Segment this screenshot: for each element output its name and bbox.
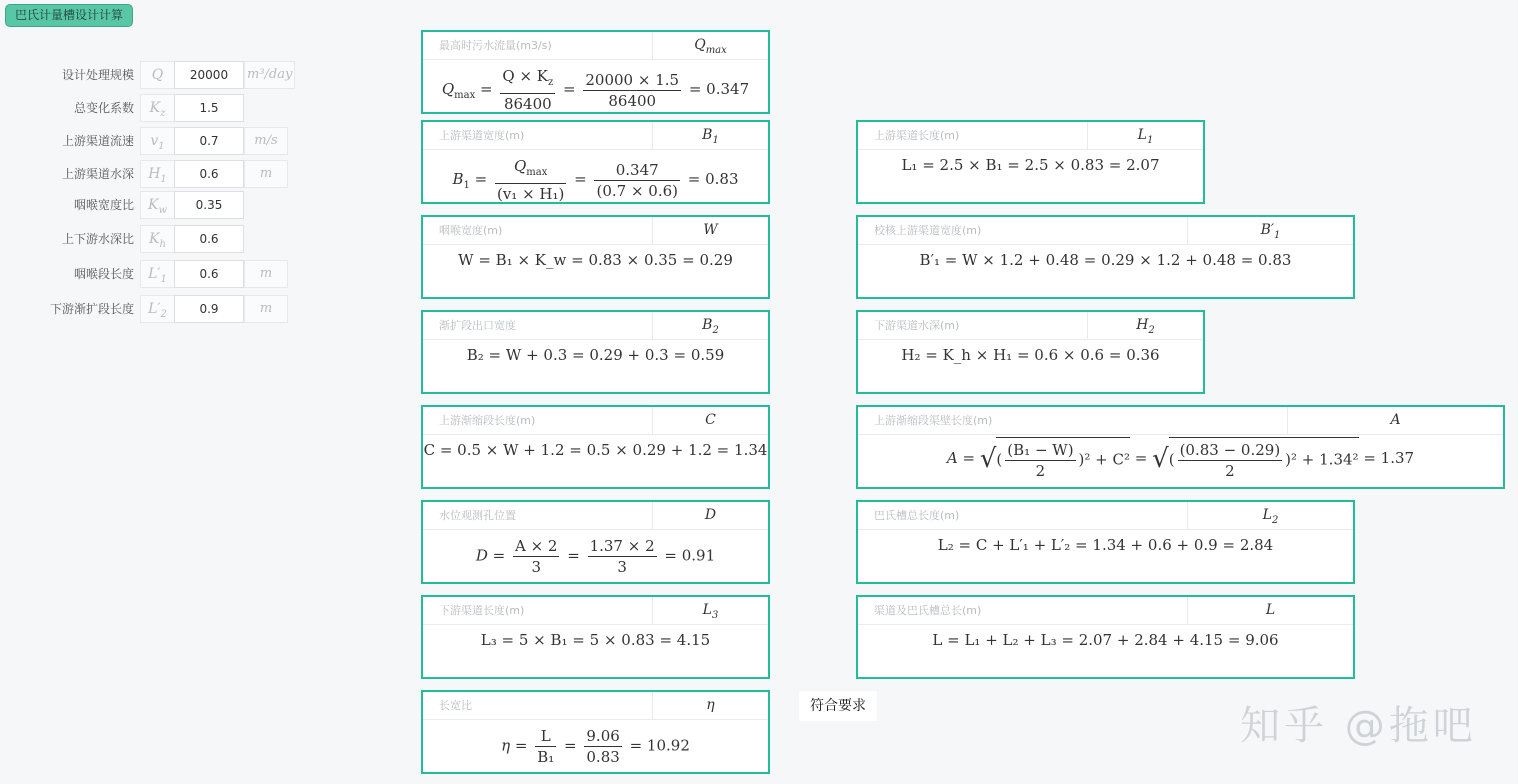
card-qmax: [421, 30, 770, 114]
card-name: 上游渠道长度(m): [874, 129, 960, 142]
calculator-title-tab[interactable]: 巴氏计量槽设计计算: [5, 4, 133, 27]
card-name: 上游渠道宽度(m): [439, 129, 525, 142]
card-eta: [421, 690, 770, 774]
input-unit: m³/day: [244, 61, 295, 89]
card-l1: [856, 120, 1205, 204]
formula: H₂ = K_h × H₁ = 0.6 × 0.6 = 0.36: [901, 346, 1160, 364]
formula: $B_1$ = $\frac{Q_{max}}{\text{(v₁ × H₁)}}$ = $\frac{0.347}{(0.7 \times 0.6)}$ = 0.83: [452, 157, 739, 203]
card-l2: [856, 500, 1355, 584]
card-name: 上游渐缩段长度(m): [439, 414, 536, 427]
status-result: 符合要求: [799, 691, 877, 721]
card-name: 上游渐缩段渠壁长度(m): [874, 414, 993, 427]
card-name: 渠道及巴氏槽总长(m): [874, 604, 982, 617]
input-symbol: $K_h$: [140, 225, 175, 253]
card-symbol: $B_2$: [652, 312, 768, 339]
formula: B′₁ = W × 1.2 + 0.48 = 0.29 × 1.2 + 0.48 = 0.83: [919, 251, 1292, 269]
card-w: [421, 215, 770, 299]
card-b1-check: [856, 215, 1355, 299]
input-label: 咽喉段长度: [73, 267, 134, 281]
card-l3: [421, 595, 770, 679]
input-unit: m: [244, 295, 288, 323]
input-symbol: $K_w$: [140, 191, 175, 219]
card-name: 校核上游渠道宽度(m): [874, 224, 982, 237]
input-symbol: $K_z$: [140, 94, 175, 122]
formula: L₃ = 5 × B₁ = 5 × 0.83 = 4.15: [480, 631, 711, 649]
formula: A = √( $\frac{\text{(B₁ − W)}}{2}$ )² + C² = √( $\frac{(0.83 - 0.29)}{2}$ )² + 1.34² = 1.37: [858, 435, 1503, 481]
card-symbol: $Q_{max}$: [652, 32, 768, 59]
card-symbol: $B'_1$: [1187, 217, 1353, 244]
input-unit: m/s: [244, 127, 288, 155]
card-symbol: A: [1287, 407, 1503, 434]
card-symbol: $H_2$: [1087, 312, 1203, 339]
input-row: [0, 295, 300, 323]
input-symbol: $L'_1$: [140, 260, 175, 288]
formula: D = $\frac{A \times 2}{3}$ = $\frac{1.37 \times 2}{3}$ = 0.91: [475, 537, 716, 576]
input-row: [0, 94, 300, 122]
card-name: 下游渠道水深(m): [874, 319, 960, 332]
input-label: 上下游水深比: [61, 232, 134, 246]
input-row: [0, 191, 300, 219]
watermark: 知乎 @拖吧: [1240, 703, 1477, 749]
card-symbol: W: [652, 217, 768, 244]
card-b1: [421, 120, 770, 204]
formula: W = B₁ × K_w = 0.83 × 0.35 = 0.29: [458, 251, 733, 269]
card-name: 巴氏槽总长度(m): [874, 509, 960, 522]
formula: L₁ = 2.5 × B₁ = 2.5 × 0.83 = 2.07: [901, 156, 1160, 174]
input-label: 设计处理规模: [61, 68, 134, 82]
card-symbol: C: [652, 407, 768, 434]
card-name: 长宽比: [439, 699, 472, 712]
card-h2: [856, 310, 1205, 394]
card-name: 最高时污水流量(m3/s): [439, 39, 552, 52]
input-value-field[interactable]: 20000: [174, 61, 244, 89]
formula: L = L₁ + L₂ + L₃ = 2.07 + 2.84 + 4.15 = 9.06: [932, 631, 1279, 649]
input-symbol: $L'_2$: [140, 295, 175, 323]
card-symbol: $L_1$: [1087, 122, 1203, 149]
formula: $Q_{max}$ = $\frac{Q \times K_z}{86400}$ = $\frac{20000 \times 1.5}{86400}$ = 0.347: [441, 67, 750, 113]
input-row: [0, 127, 300, 155]
card-symbol: $L_3$: [652, 597, 768, 624]
input-symbol: $H_1$: [140, 160, 175, 188]
input-unit: m: [244, 160, 288, 188]
input-row: [0, 260, 300, 288]
card-symbol: η: [652, 692, 768, 719]
card-b2: [421, 310, 770, 394]
input-value-field[interactable]: 0.6: [174, 225, 244, 253]
input-value-field[interactable]: 0.7: [174, 127, 244, 155]
input-label: 上游渠道流速: [61, 134, 134, 148]
formula: C = 0.5 × W + 1.2 = 0.5 × 0.29 + 1.2 = 1.34: [423, 441, 768, 459]
input-label: 总变化系数: [73, 101, 134, 115]
card-symbol: D: [652, 502, 768, 529]
input-label: 上游渠道水深: [61, 167, 134, 181]
input-symbol: Q: [140, 61, 175, 89]
input-symbol: $v_1$: [140, 127, 175, 155]
input-value-field[interactable]: 0.6: [174, 160, 244, 188]
formula: B₂ = W + 0.3 = 0.29 + 0.3 = 0.59: [466, 346, 725, 364]
input-label: 咽喉宽度比: [73, 198, 134, 212]
input-value-field[interactable]: 0.35: [174, 191, 244, 219]
card-a: [856, 405, 1505, 489]
input-value-field[interactable]: 0.9: [174, 295, 244, 323]
card-name: 咽喉宽度(m): [439, 224, 503, 237]
card-symbol: $B_1$: [652, 122, 768, 149]
input-row: [0, 61, 300, 89]
formula: η = $\frac{L}{\text{B₁}}$ = $\frac{9.06}{0.83}$ = 10.92: [501, 727, 690, 766]
input-row: [0, 160, 300, 188]
input-unit: m: [244, 260, 288, 288]
card-symbol: L: [1187, 597, 1353, 624]
card-symbol: $L_2$: [1187, 502, 1353, 529]
input-value-field[interactable]: 0.6: [174, 260, 244, 288]
card-name: 水位观测孔位置: [439, 509, 516, 522]
card-name: 下游渠道长度(m): [439, 604, 525, 617]
card-l-total: [856, 595, 1355, 679]
input-row: [0, 225, 300, 253]
formula: L₂ = C + L′₁ + L′₂ = 1.34 + 0.6 + 0.9 = 2.84: [937, 536, 1274, 554]
card-d: [421, 500, 770, 584]
card-name: 渐扩段出口宽度: [439, 319, 516, 332]
card-c: [421, 405, 770, 489]
input-label: 下游渐扩段长度: [49, 302, 134, 316]
input-value-field[interactable]: 1.5: [174, 94, 244, 122]
